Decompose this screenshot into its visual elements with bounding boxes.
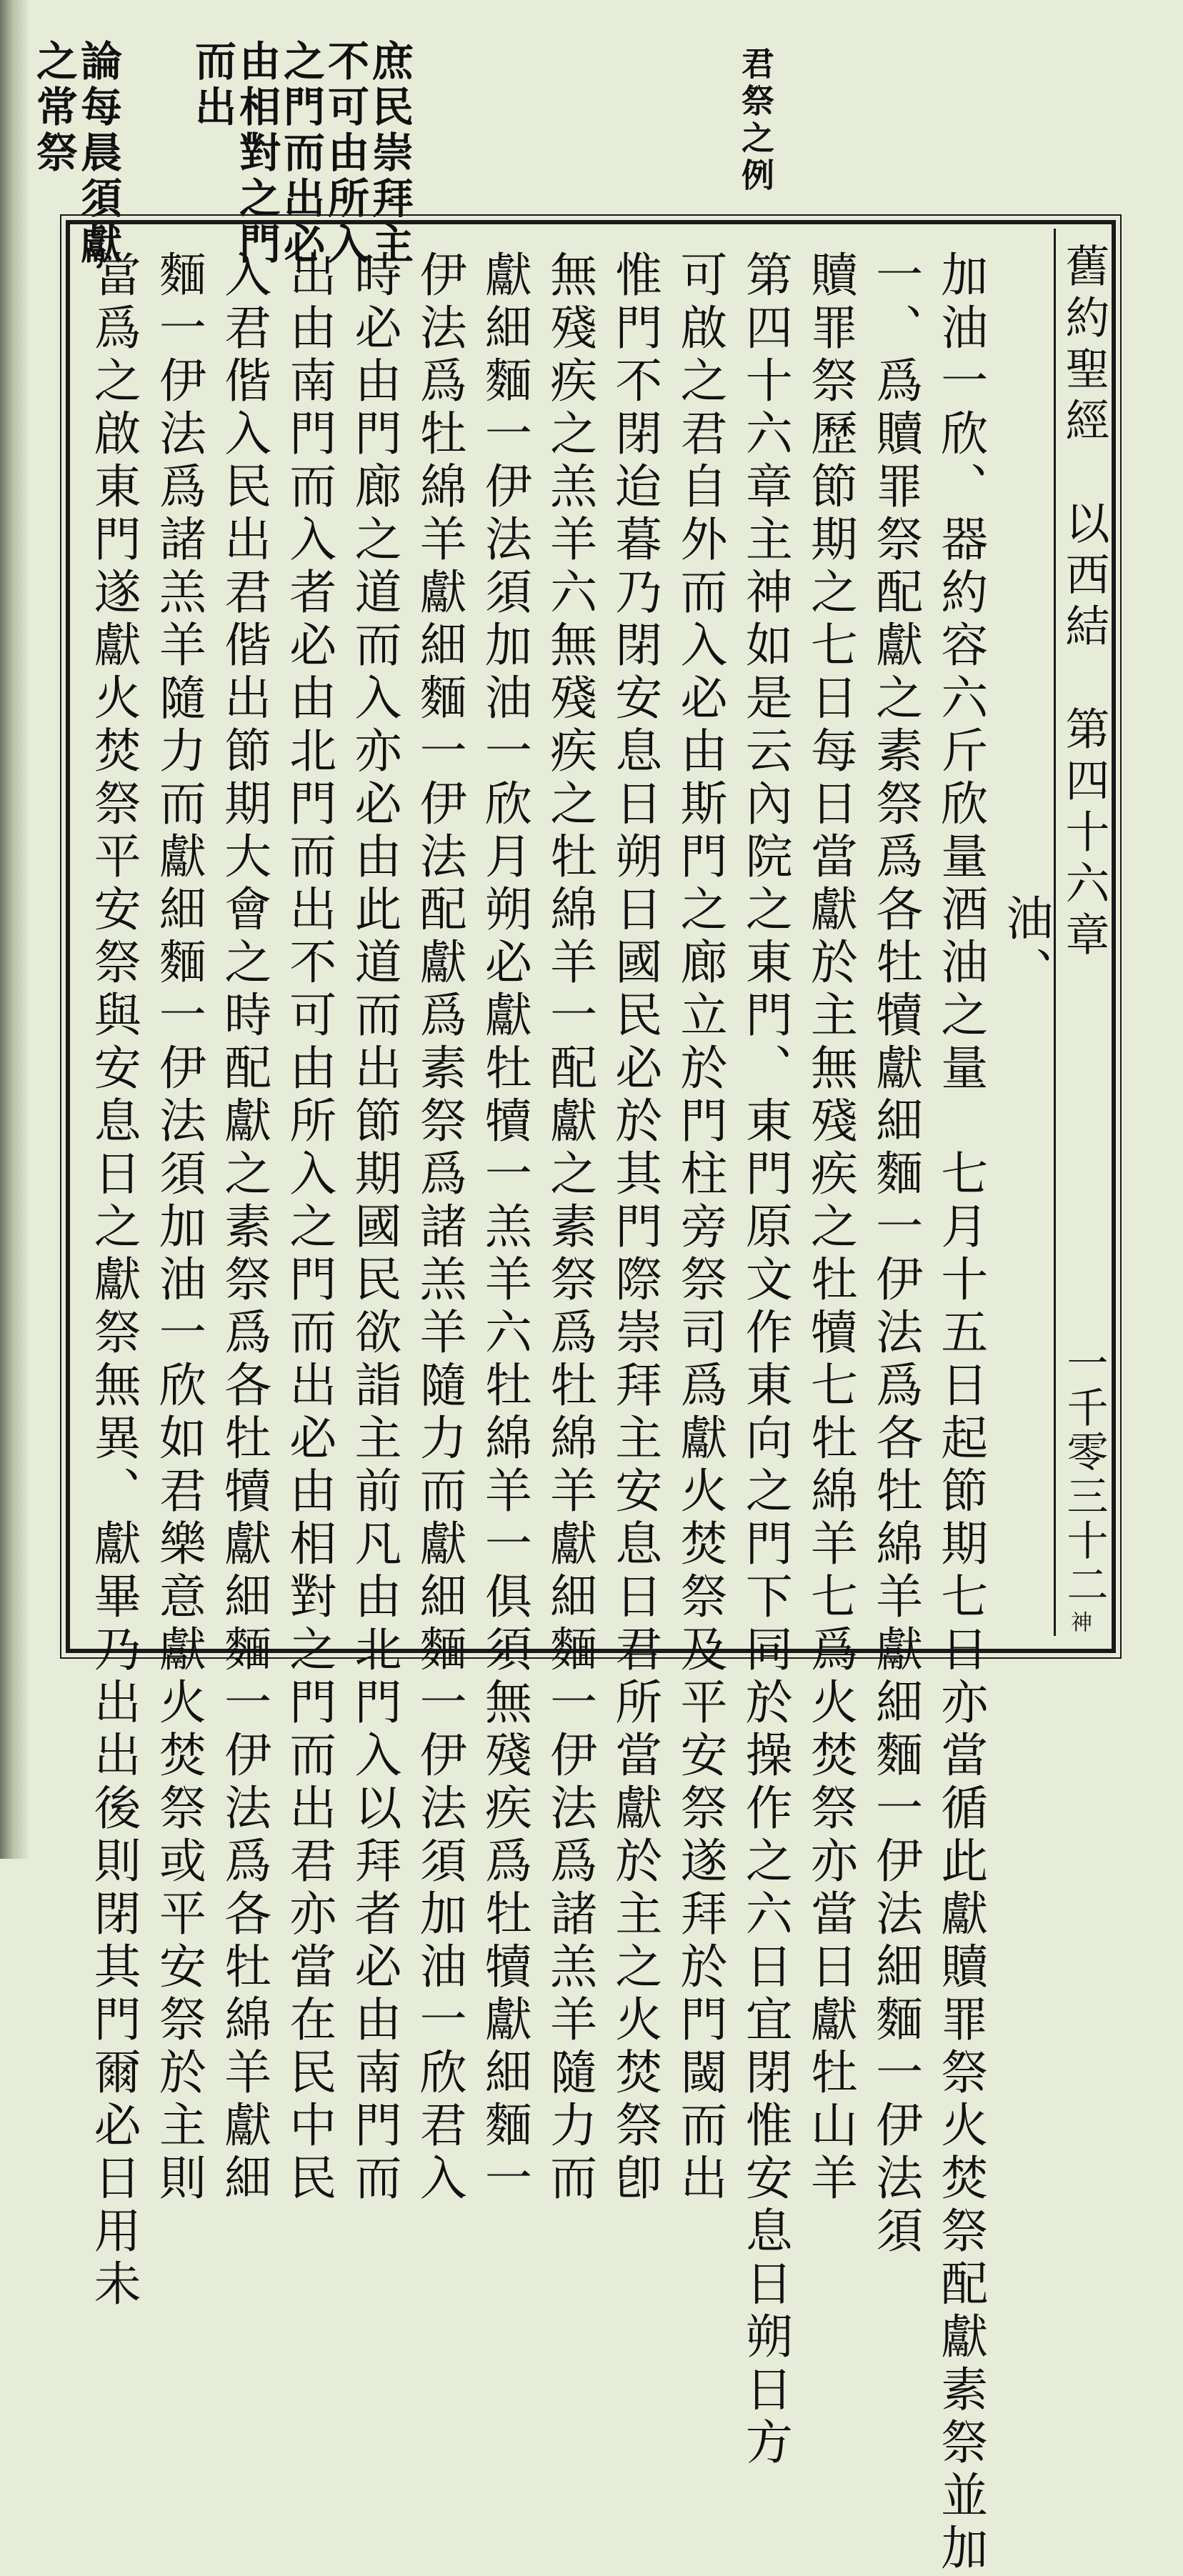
- edition-mark: 神: [1067, 1611, 1092, 1637]
- margin-note-line: 論每晨須獻: [74, 39, 122, 268]
- book-binding-shadow: [0, 0, 29, 1859]
- body-text: [71, 250, 1053, 2576]
- text-column: 惟門不閉迨暮乃閉安息日朔日國民必於其門際崇拜主安息日君所當獻於主之火焚祭卽: [607, 250, 662, 2206]
- text-column: 贖罪祭歷節期之七日每日當獻於主無殘疾之牡犢七牡綿羊七爲火焚祭亦當日獻牡山羊: [802, 250, 858, 2206]
- page-number: 一千零三十二: [1059, 1342, 1109, 1607]
- margin-note-line: 之常祭: [29, 39, 78, 176]
- top-margin-note: 君祭之例: [737, 46, 775, 195]
- text-column: 加油一欣、器約容六斤欣量酒油之量 七月十五日起節期七日亦當循此獻贖罪祭火焚祭配獻素祭並加: [932, 250, 988, 2576]
- text-column: 時必由門廊之道而入亦必由此道而出節期國民欲詣主前凡由北門入以拜者必由南門而: [346, 250, 401, 2206]
- text-column: 麵一伊法爲諸羔羊隨力而獻細麵一伊法須加油一欣如君樂意獻火焚祭或平安祭於主則: [151, 250, 206, 2206]
- margin-note-line: 之門而出必: [276, 39, 325, 268]
- margin-note-line: 不可由所入: [321, 39, 369, 268]
- text-column: 出由南門而入者必由北門而出不可由所入之門而出必由相對之門而出君亦當在民中民: [281, 250, 336, 2206]
- text-column: 入君偕入民出君偕出節期大會之時配獻之素祭爲各牡犢獻細麵一伊法爲各牡綿羊獻細: [216, 250, 271, 2206]
- margin-note-line: 而出: [188, 39, 236, 131]
- margin-note-line: 庶民崇拜主: [365, 39, 414, 268]
- running-title: 舊約聖經 以西結 第四十六章: [1058, 243, 1110, 963]
- text-column: 當爲之啟東門遂獻火焚祭平安祭與安息日之獻祭無異、獻畢乃出出後則閉其門爾必日用未: [86, 250, 141, 2312]
- running-header: [1054, 229, 1112, 1636]
- text-column: 獻細麵一伊法須加油一欣月朔必獻牡犢一羔羊六牡綿羊一俱須無殘疾爲牡犢獻細麵一: [476, 250, 532, 2206]
- text-column: 伊法爲牡綿羊獻細麵一伊法配獻爲素祭爲諸羔羊隨力而獻細麵一伊法須加油一欣君入: [411, 250, 467, 2206]
- text-column-chapter-start: 第四十六章主神如是云內院之東門、東門原文作東向之門下同於操作之六日宜閉惟安息日朔日方: [737, 250, 793, 2470]
- text-column: 油、: [998, 894, 1053, 999]
- text-column: 一、爲贖罪祭配獻之素祭爲各牡犢獻細麵一伊法爲各牡綿羊獻細麵一伊法細麵一伊法須: [867, 250, 923, 2259]
- text-column: 無殘疾之羔羊六無殘疾之牡綿羊一配獻之素祭爲牡綿羊獻細麵一伊法爲諸羔羊隨力而: [541, 250, 597, 2206]
- margin-note-line: 由相對之門: [232, 39, 281, 268]
- text-column: 可啟之君自外而入必由斯門之廊立於門柱旁祭司爲獻火焚祭及平安祭遂拜於門閾而出: [672, 250, 727, 2206]
